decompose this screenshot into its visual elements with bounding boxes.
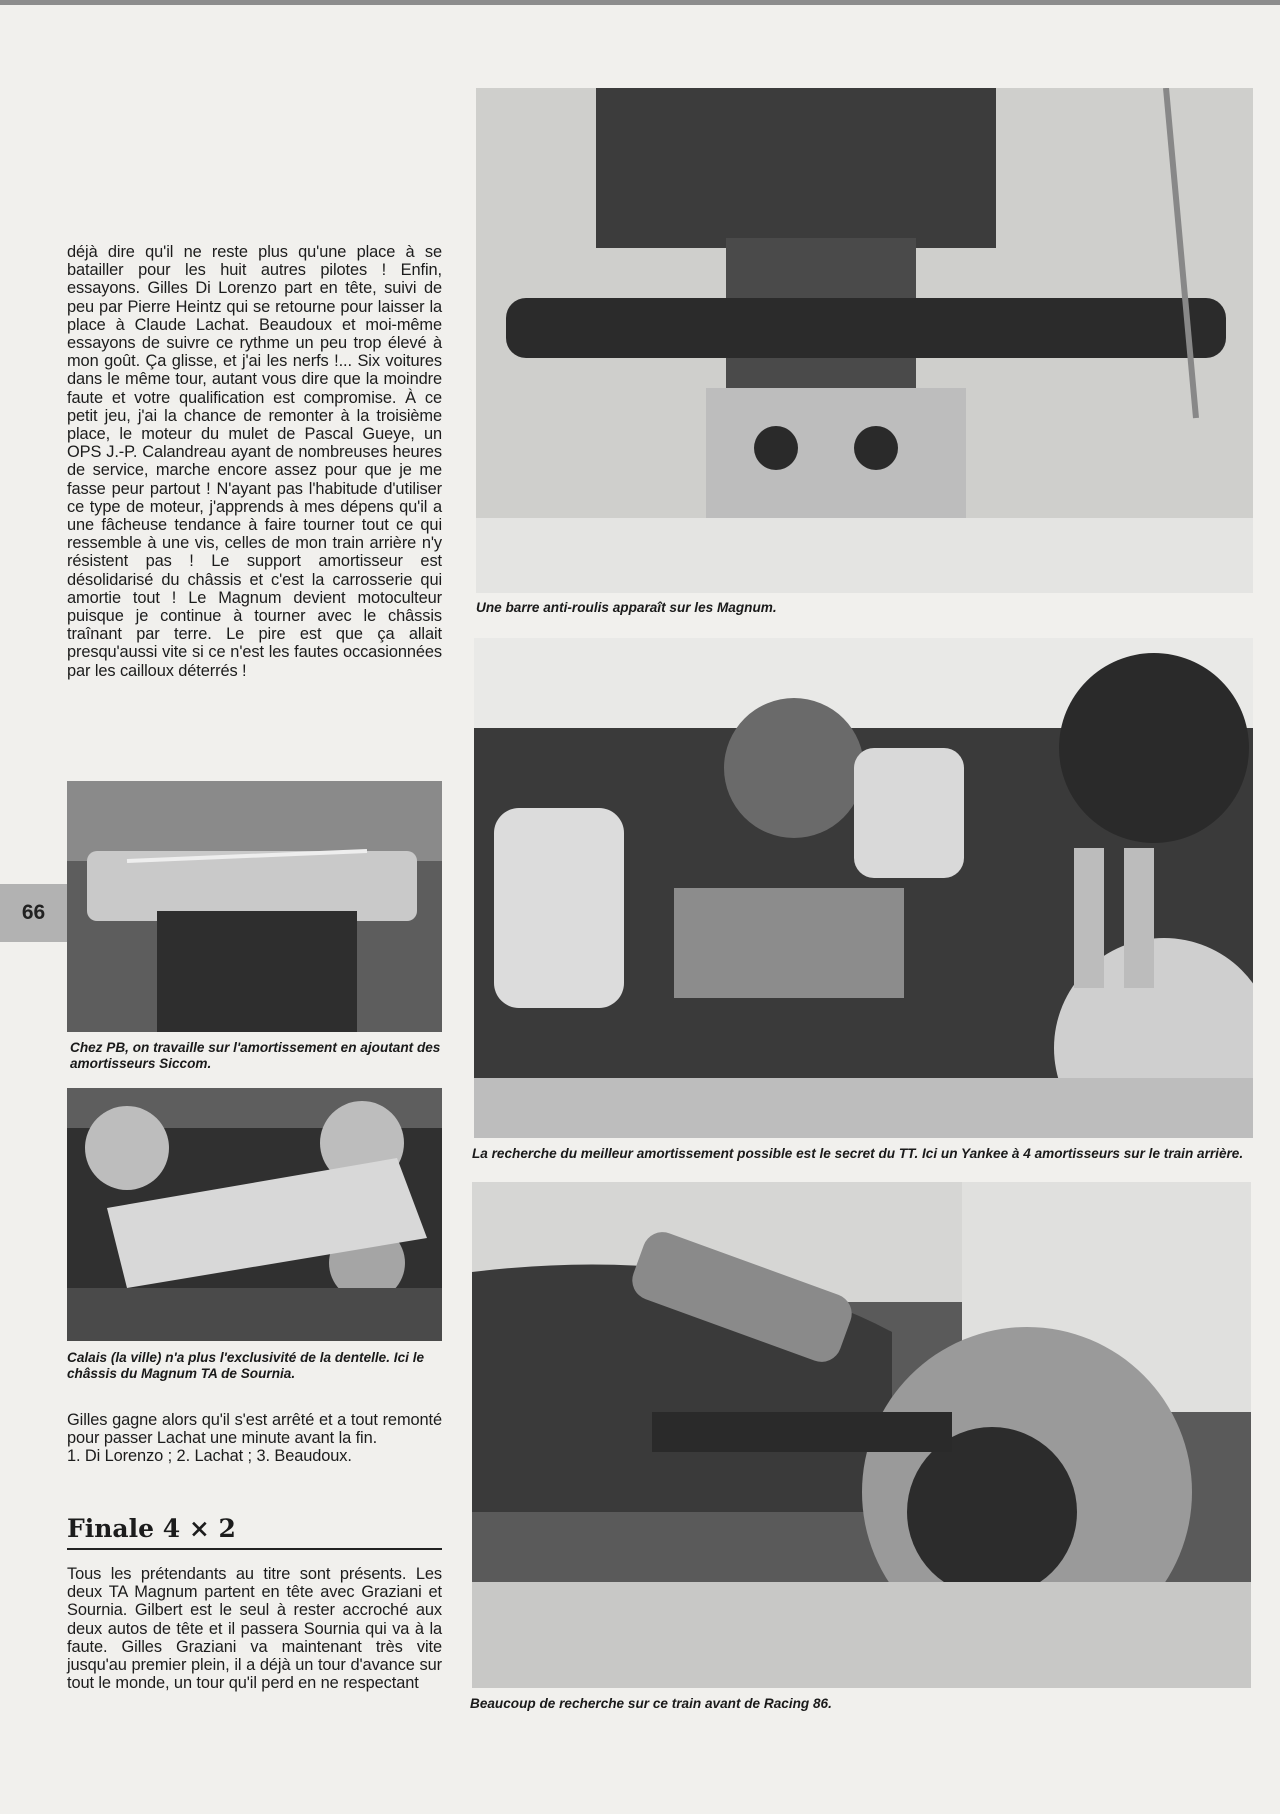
section-heading: Finale 4 × 2 <box>67 1514 442 1550</box>
photo-yankee-rear <box>474 638 1253 1138</box>
caption-photo-racing86-front: Beaucoup de recherche sur ce train avant de Racing 86. <box>470 1696 832 1711</box>
article-column-middle <box>67 1411 442 1466</box>
page-number-tab <box>0 884 67 942</box>
caption-photo-sournia-chassis: Calais (la ville) n'a plus l'exclusivité de la dentelle. Ici le châssis du Magnum TA de Sournia. <box>67 1350 425 1381</box>
photo-sournia-chassis <box>67 1088 442 1341</box>
page-top-rule <box>0 0 1280 5</box>
photo-anti-roll-bar <box>476 88 1253 593</box>
article-paragraph: Tous les prétendants au titre sont présents. Les deux TA Magnum partent en tête avec Graziani et Sournia. Gilbert est le seul à rester accroché aux deux autos de tête et il passera Sournia qui va à la faute. Gilles Graziani va maintenant très vite jusqu'au premier plein, il a déjà un tour d'avance sur tout le monde, un tour qu'il perd en ne respectant <box>67 1565 442 1693</box>
photo-pb-shocks <box>67 781 442 1032</box>
photo-racing86-front <box>472 1182 1251 1688</box>
article-paragraph: Gilles gagne alors qu'il s'est arrêté et a tout remonté pour passer Lachat une minute avant la fin. <box>67 1411 442 1448</box>
caption-photo-yankee-rear: La recherche du meilleur amortissement possible est le secret du TT. Ici un Yankee à 4 amortisseurs sur le train arrière. <box>472 1146 1244 1161</box>
caption-photo-anti-roll-bar: Une barre anti-roulis apparaît sur les Magnum. <box>476 600 777 615</box>
caption-photo-pb-shocks: Chez PB, on travaille sur l'amortissement en ajoutant des amortisseurs Siccom. <box>70 1040 441 1071</box>
race-results: 1. Di Lorenzo ; 2. Lachat ; 3. Beaudoux. <box>67 1447 352 1466</box>
article-paragraph: déjà dire qu'il ne reste plus qu'une place à se batailler pour les huit autres pilotes ! Enfin, essayons. Gilles Di Lorenzo part en tête, suivi de peu par Pierre Heintz qui se retourne pour laisser la place à Claude Lachat. Beaudoux et moi-même essayons de suivre ce rythme un peu trop élevé à mon goût. Ça glisse, et j'ai les nerfs !... Six voitures dans le même tour, autant vous dire que la moindre faute et votre qualification est compromise. À ce petit jeu, j'ai la chance de remonter à la troisième place, le moteur du mulet de Pascal Gueye, un OPS J.-P. Calandreau ayant de nombreuses heures de service, marche encore assez pour que je me fasse peur partout ! N'ayant pas l'habitude d'utiliser ce type de moteur, j'apprends à mes dépens qu'il a une fâcheuse tendance à faire tourner tout ce qui ressemble à une vis, celles de mon train arrière n'y résistent pas ! Le support amortisseur est désolidarisé du châssis et c'est la carrosserie qui amortie tout ! Le Magnum devient motoculteur puisque je continue à tourner avec le châssis traînant par terre. Le pire est que ça allait presqu'aussi vite si ce n'est les fautes occasionnées par les cailloux déterrés ! <box>67 243 442 680</box>
page-number: 66 <box>21 901 46 924</box>
article-column-top <box>67 243 442 680</box>
article-column-bottom <box>67 1565 442 1692</box>
